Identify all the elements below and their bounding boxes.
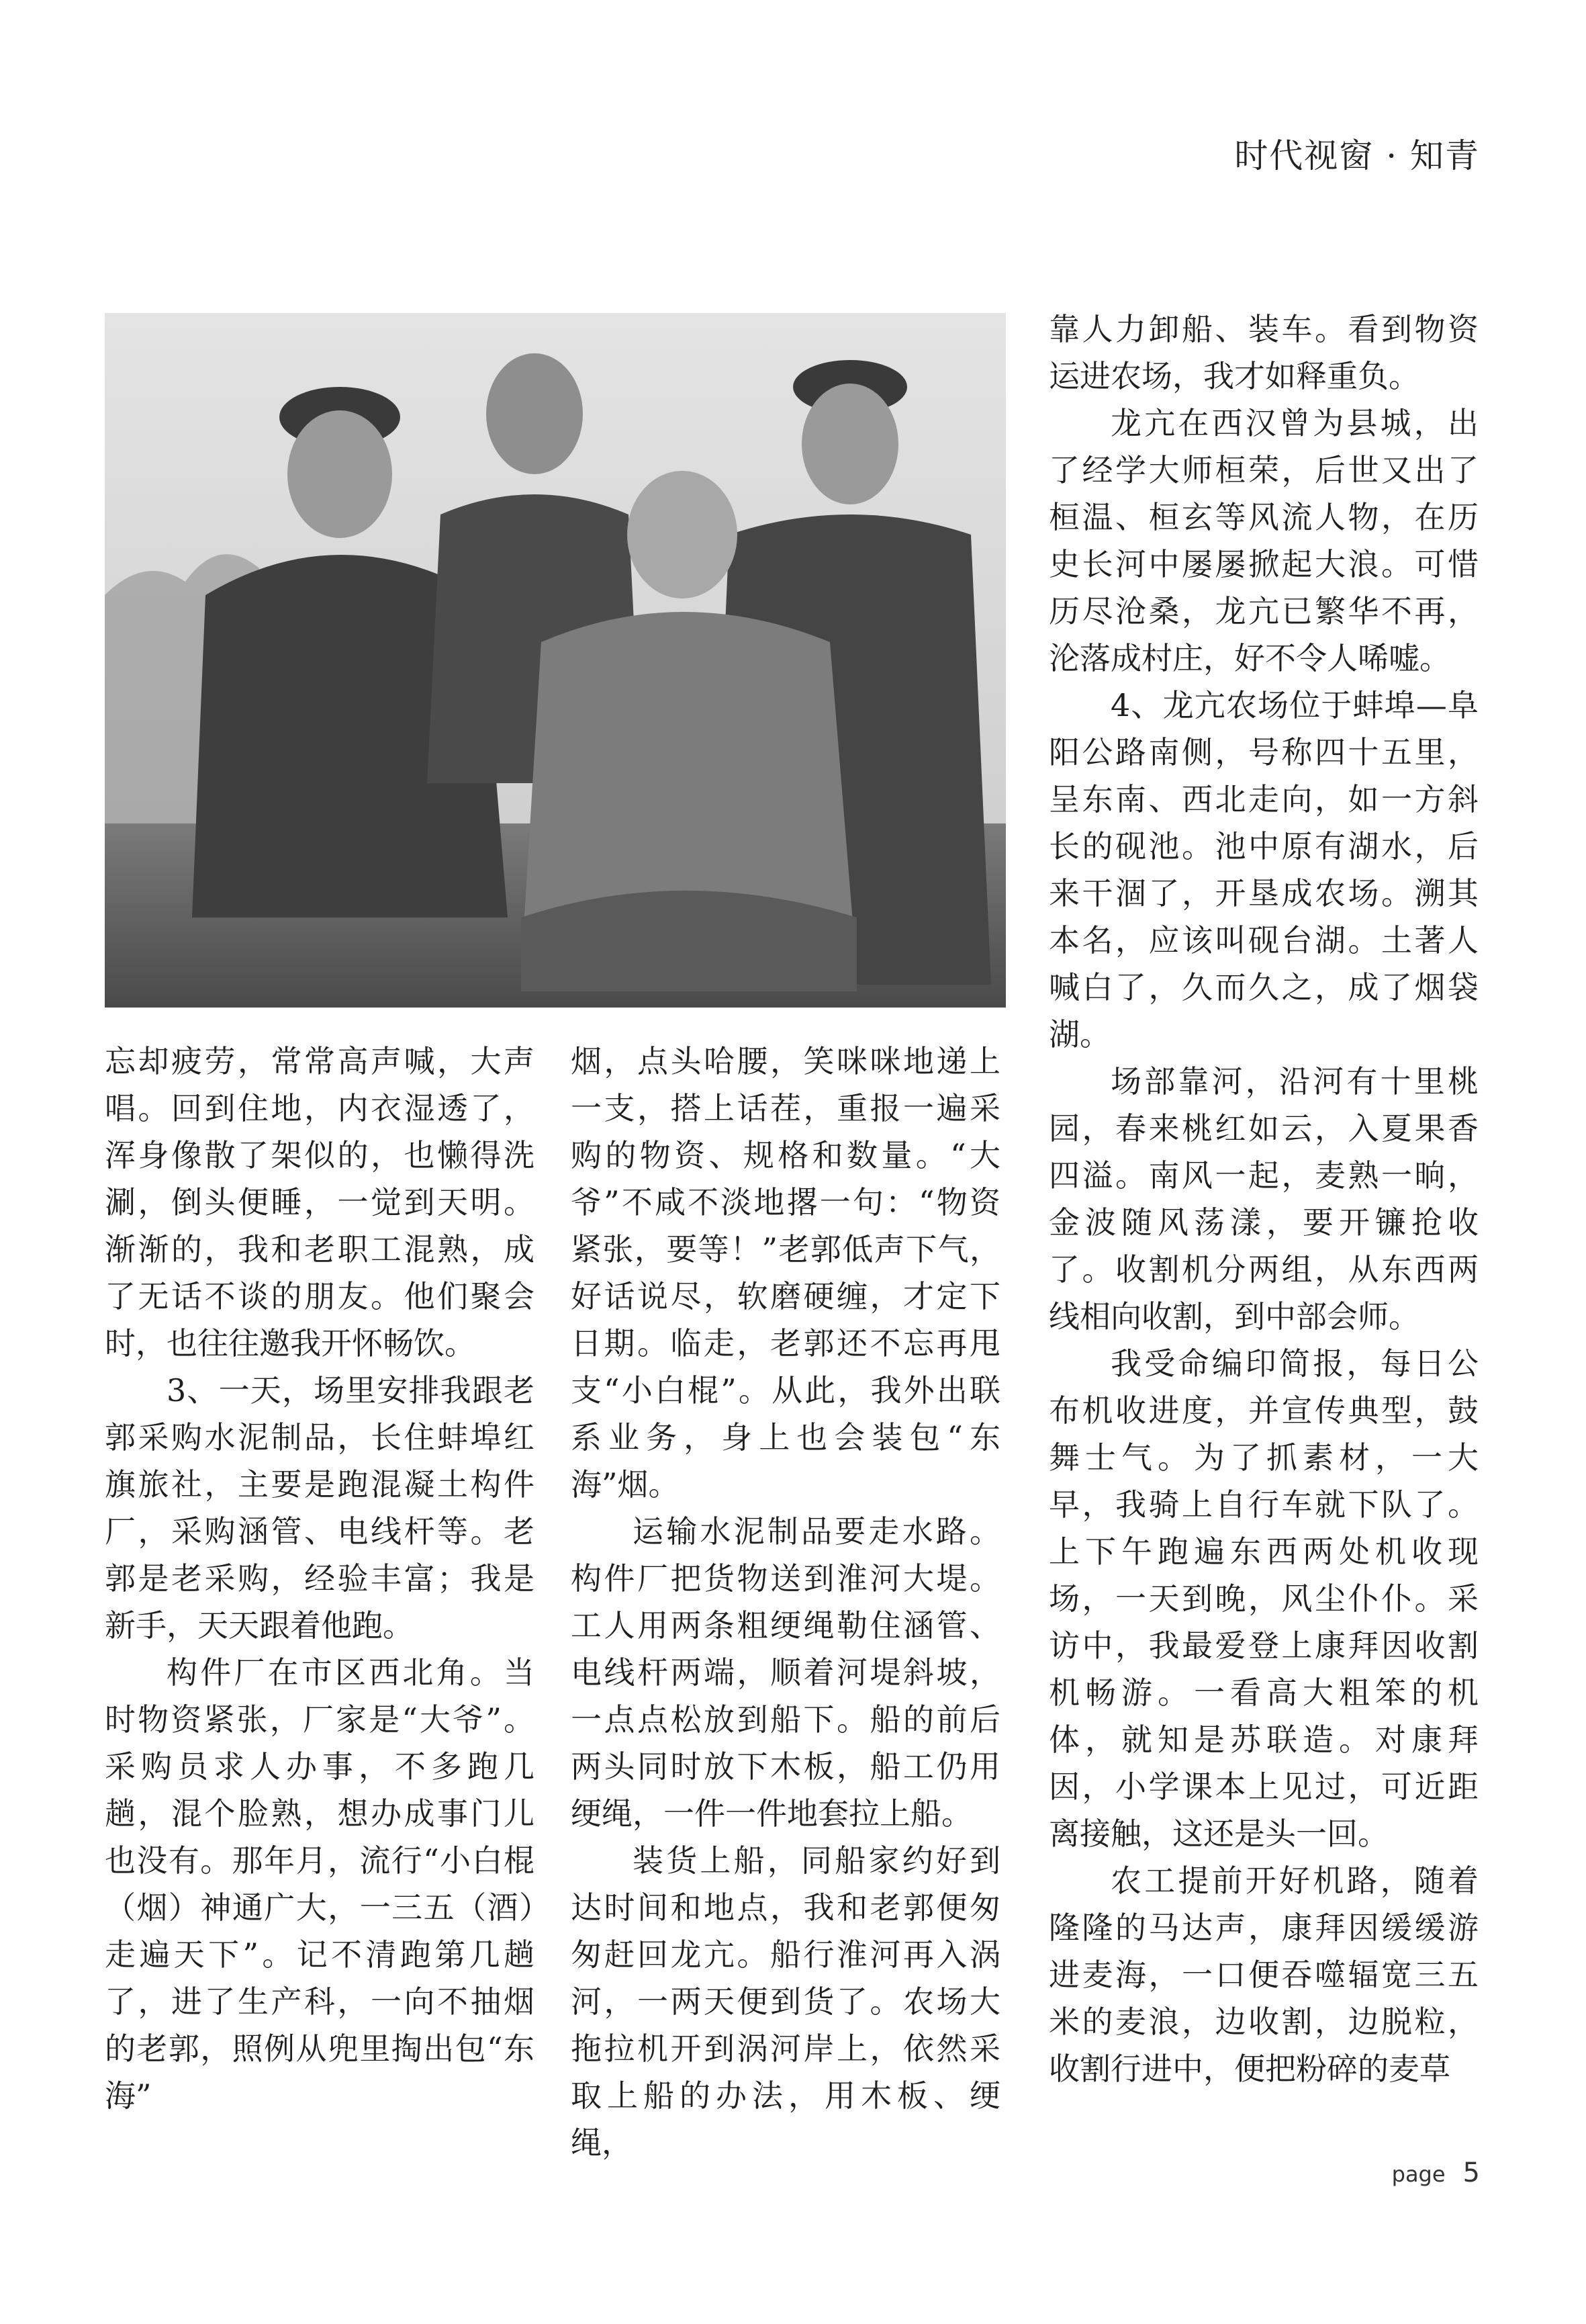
page-label: page bbox=[1391, 2161, 1446, 2187]
section-header: 时代视窗 · 知青 bbox=[1234, 136, 1480, 175]
photo-image bbox=[105, 313, 1006, 1008]
page-footer bbox=[1392, 2157, 1480, 2188]
paragraph: 4、龙亢农场位于蚌埠—阜阳公路南侧，号称四十五里，呈东南、西北走向，如一方斜长的砚池。池中原有湖水，后来干涸了，开垦成农场。溯其本名，应该叫砚台湖。土著人喊白了，久而久之，成了烟袋湖。 bbox=[1049, 687, 1479, 1053]
paragraph: 装货上船，同船家约好到达时间和地点，我和老郭便匆匆赶回龙亢。船行淮河再入涡河，一两天便到货了。农场大拖拉机开到涡河岸上，依然采取上船的办法，用木板、绠绳， bbox=[571, 1842, 1000, 2161]
paragraph: 烟，点头哈腰，笑咪咪地递上一支，搭上话茬，重报一遍采购的物资、规格和数量。“大爷”不咸不淡地撂一句：“物资紧张，要等！”老郭低声下气，好话说尽，软磨硬缠，才定下日期。临走，老郭还不忘再甩支“小白棍”。从此，我外出联系业务，身上也会装包“东海”烟。 bbox=[571, 1043, 1000, 1503]
paragraph: 靠人力卸船、装车。看到物资运进农场，我才如释重负。 bbox=[1049, 311, 1479, 394]
text-column-2 bbox=[571, 1038, 1000, 2166]
paragraph: 运输水泥制品要走水路。构件厂把货物送到淮河大堤。工人用两条粗绠绳勒住涵管、电线杆两端，顺着河堤斜坡，一点点松放到船下。船的前后两头同时放下木板，船工仍用绠绳，一件一件地套拉上船。 bbox=[571, 1513, 1000, 1832]
paragraph: 农工提前开好机路，随着隆隆的马达声，康拜因缓缓游进麦海，一口便吞噬辐宽三五米的麦浪，边收割，边脱粒，收割行进中，便把粉碎的麦草 bbox=[1049, 1863, 1479, 2087]
paragraph: 构件厂在市区西北角。当时物资紧张，厂家是“大爷”。采购员求人办事，不多跑几趟，混个脸熟，想办成事门儿也没有。那年月，流行“小白棍（烟）神通广大，一三五（酒）走遍天下”。记不清跑第几趟了，进了生产科，一向不抽烟的老郭，照例从兜里掏出包“东海” bbox=[105, 1654, 534, 2114]
text-column-1 bbox=[105, 1038, 534, 2119]
paragraph: 场部靠河，沿河有十里桃园，春来桃红如云，入夏果香四溢。南风一起，麦熟一晌，金波随风荡漾，要开镰抢收了。收割机分两组，从东西两线相向收割，到中部会师。 bbox=[1049, 1063, 1479, 1335]
paragraph: 忘却疲劳，常常高声喊，大声唱。回到住地，内衣湿透了，浑身像散了架似的，也懒得洗涮，倒头便睡，一觉到天明。渐渐的，我和老职工混熟，成了无话不谈的朋友。他们聚会时，也往往邀我开怀畅饮。 bbox=[105, 1043, 534, 1361]
text-column-3 bbox=[1049, 306, 1479, 2092]
paragraph: 龙亢在西汉曾为县城，出了经学大师桓荣，后世又出了桓温、桓玄等风流人物，在历史长河中屡屡掀起大浪。可惜历尽沧桑，龙亢已繁华不再，沦落成村庄，好不令人唏嘘。 bbox=[1049, 405, 1479, 676]
group-photo bbox=[105, 313, 1006, 1008]
paragraph: 我受命编印简报，每日公布机收进度，并宣传典型，鼓舞士气。为了抓素材，一大早，我骑上自行车就下队了。上下午跑遍东西两处机收现场，一天到晚，风尘仆仆。采访中，我最爱登上康拜因收割机畅游。一看高大粗笨的机体，就知是苏联造。对康拜因，小学课本上见过，可近距离接触，这还是头一回。 bbox=[1049, 1345, 1479, 1852]
paragraph: 3、一天，场里安排我跟老郭采购水泥制品，长住蚌埠红旗旅社，主要是跑混凝土构件厂，采购涵管、电线杆等。老郭是老采购，经验丰富；我是新手，天天跟着他跑。 bbox=[105, 1372, 534, 1644]
page-number: 5 bbox=[1462, 2157, 1480, 2188]
